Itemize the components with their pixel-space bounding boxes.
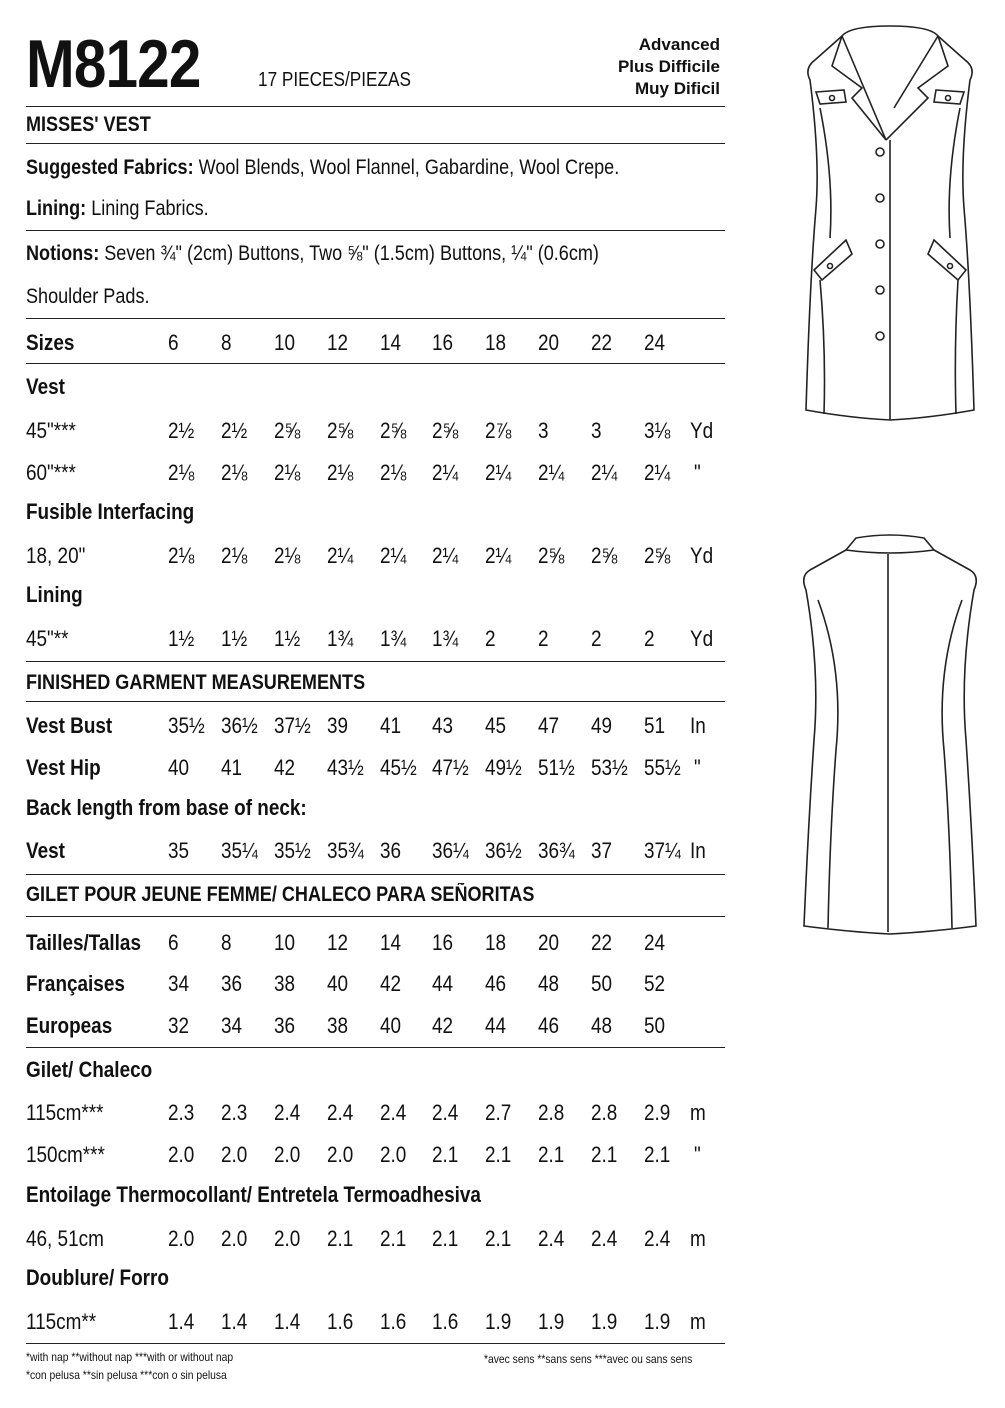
row-label: Tailles/Tallas xyxy=(26,930,141,955)
value-cell: 34 xyxy=(221,1013,243,1038)
value-cell: 42 xyxy=(380,971,402,996)
value-cell: 1¾ xyxy=(432,626,459,651)
divider xyxy=(26,661,725,662)
value-cell: 2 xyxy=(485,626,496,651)
interfacing-heading: Fusible Interfacing xyxy=(26,499,195,524)
value-cell: 2⅛ xyxy=(327,460,354,485)
value-cell: 1.9 xyxy=(538,1309,565,1334)
divider xyxy=(26,1343,725,1344)
back-view-vest xyxy=(790,530,990,950)
value-cell: 24 xyxy=(644,930,666,955)
vest-60-row xyxy=(26,460,746,486)
value-cell: 1¾ xyxy=(380,626,407,651)
value-cell: 39 xyxy=(327,713,349,738)
value-cell: 2⅝ xyxy=(327,418,354,443)
value-cell: 2.0 xyxy=(274,1226,301,1251)
value-cell: 46 xyxy=(538,1013,560,1038)
footnote-french: *avec sens **sans sens ***avec ou sans sens xyxy=(484,1352,693,1366)
fabrics-text: Wool Blends, Wool Flannel, Gabardine, Wool Crepe. xyxy=(193,156,620,179)
value-cell: 45 xyxy=(485,713,507,738)
gilet-115-row xyxy=(26,1100,746,1126)
sizes-row xyxy=(26,330,746,356)
value-cell: 2.0 xyxy=(327,1142,354,1167)
size-cell: 14 xyxy=(380,330,402,355)
notions xyxy=(26,243,599,264)
difficulty-fr: Plus Difficile xyxy=(617,57,720,76)
value-cell: 2.4 xyxy=(380,1100,407,1125)
row-label: 45"*** xyxy=(26,418,76,443)
notions-text: Seven ¾" (2cm) Buttons, Two ⅝" (1.5cm) Buttons, ¼" (0.6cm) xyxy=(99,242,599,265)
value-cell: 36½ xyxy=(221,713,258,738)
value-cell: 1.9 xyxy=(644,1309,671,1334)
value-cell: 1½ xyxy=(168,626,195,651)
row-label: 46, 51cm xyxy=(26,1226,104,1251)
value-cell: 2.1 xyxy=(485,1226,512,1251)
value-cell: 6 xyxy=(168,930,179,955)
value-cell: 3⅛ xyxy=(644,418,671,443)
value-cell: 2.4 xyxy=(327,1100,354,1125)
footnote-english: *with nap **without nap ***with or without nap xyxy=(26,1350,234,1364)
value-cell: 2¼ xyxy=(485,543,512,568)
value-cell: 2⅝ xyxy=(380,418,407,443)
unit-cell: " xyxy=(694,755,701,780)
divider xyxy=(26,363,725,364)
value-cell: 50 xyxy=(644,1013,666,1038)
value-cell: 2.8 xyxy=(538,1100,565,1125)
value-cell: 1.6 xyxy=(327,1309,354,1334)
size-cell: 16 xyxy=(432,330,454,355)
value-cell: 2⅛ xyxy=(274,460,301,485)
value-cell: 2.0 xyxy=(168,1226,195,1251)
value-cell: 46 xyxy=(485,971,507,996)
divider xyxy=(26,143,725,144)
sizes-label: Sizes xyxy=(26,330,75,355)
lining-text: Lining Fabrics. xyxy=(86,197,209,220)
row-label: 150cm*** xyxy=(26,1142,105,1167)
value-cell: 2 xyxy=(644,626,655,651)
unit-cell: In xyxy=(690,713,706,738)
value-cell: 2.0 xyxy=(168,1142,195,1167)
value-cell: 2¼ xyxy=(644,460,671,485)
value-cell: 2¼ xyxy=(591,460,618,485)
size-cell: 6 xyxy=(168,330,179,355)
value-cell: 2.1 xyxy=(538,1142,565,1167)
value-cell: 10 xyxy=(274,930,296,955)
value-cell: 2⅝ xyxy=(591,543,618,568)
value-cell: 41 xyxy=(221,755,243,780)
value-cell: 49½ xyxy=(485,755,522,780)
value-cell: 2.8 xyxy=(591,1100,618,1125)
value-cell: 22 xyxy=(591,930,613,955)
value-cell: 2.9 xyxy=(644,1100,671,1125)
gilet-150-row xyxy=(26,1142,746,1168)
row-label: 60"*** xyxy=(26,460,76,485)
divider xyxy=(26,106,725,107)
value-cell: 42 xyxy=(274,755,296,780)
front-view-vest xyxy=(790,18,990,428)
vest-bust-row xyxy=(26,713,746,739)
divider xyxy=(26,874,725,875)
gilet-heading: Gilet/ Chaleco xyxy=(26,1057,153,1082)
value-cell: 1.4 xyxy=(168,1309,195,1334)
value-cell: 2.0 xyxy=(380,1142,407,1167)
unit-cell: m xyxy=(690,1309,706,1334)
value-cell: 2⅛ xyxy=(221,543,248,568)
value-cell: 55½ xyxy=(644,755,681,780)
difficulty-es: Muy Dificil xyxy=(634,79,720,98)
value-cell: 2.4 xyxy=(644,1226,671,1251)
vest-45-row xyxy=(26,418,746,444)
value-cell: 12 xyxy=(327,930,349,955)
value-cell: 2.4 xyxy=(538,1226,565,1251)
divider xyxy=(26,916,725,917)
value-cell: 2.0 xyxy=(221,1142,248,1167)
value-cell: 8 xyxy=(221,930,232,955)
value-cell: 36¾ xyxy=(538,838,575,863)
unit-cell: m xyxy=(690,1226,706,1251)
value-cell: 1.6 xyxy=(432,1309,459,1334)
value-cell: 35¼ xyxy=(221,838,258,863)
value-cell: 37 xyxy=(591,838,613,863)
row-label: 115cm** xyxy=(26,1309,97,1334)
footnote-spanish: *con pelusa **sin pelusa ***con o sin pelusa xyxy=(26,1368,227,1382)
value-cell: 1.9 xyxy=(485,1309,512,1334)
unit-cell: Yd xyxy=(690,543,714,568)
value-cell: 2 xyxy=(591,626,602,651)
value-cell: 2⅝ xyxy=(274,418,301,443)
row-label: 115cm*** xyxy=(26,1100,104,1125)
value-cell: 50 xyxy=(591,971,613,996)
value-cell: 1¾ xyxy=(327,626,354,651)
value-cell: 1.4 xyxy=(274,1309,301,1334)
value-cell: 51½ xyxy=(538,755,575,780)
value-cell: 45½ xyxy=(380,755,417,780)
value-cell: 47½ xyxy=(432,755,469,780)
value-cell: 35¾ xyxy=(327,838,364,863)
value-cell: 35½ xyxy=(168,713,205,738)
value-cell: 2.1 xyxy=(380,1226,407,1251)
entoilage-heading: Entoilage Thermocollant/ Entretela Termoadhesiva xyxy=(26,1182,481,1207)
size-cell: 8 xyxy=(221,330,232,355)
fabrics-label: Suggested Fabrics: xyxy=(26,156,194,179)
value-cell: 47 xyxy=(538,713,560,738)
value-cell: 2⅞ xyxy=(485,418,512,443)
unit-cell: " xyxy=(694,460,701,485)
value-cell: 34 xyxy=(168,971,190,996)
value-cell: 49 xyxy=(591,713,613,738)
value-cell: 2⅛ xyxy=(274,543,301,568)
value-cell: 20 xyxy=(538,930,560,955)
value-cell: 44 xyxy=(432,971,454,996)
finished-heading: FINISHED GARMENT MEASUREMENTS xyxy=(26,671,366,694)
value-cell: 2.7 xyxy=(485,1100,512,1125)
row-label: 45"** xyxy=(26,626,69,651)
pattern-number: M8122 xyxy=(26,26,201,102)
value-cell: 2⅝ xyxy=(538,543,565,568)
value-cell: 2.3 xyxy=(221,1100,248,1125)
value-cell: 3 xyxy=(538,418,549,443)
value-cell: 2.1 xyxy=(432,1226,459,1251)
value-cell: 36¼ xyxy=(432,838,469,863)
size-cell: 22 xyxy=(591,330,613,355)
divider xyxy=(26,318,725,319)
size-cell: 12 xyxy=(327,330,349,355)
value-cell: 2.1 xyxy=(591,1142,618,1167)
value-cell: 3 xyxy=(591,418,602,443)
row-label: Françaises xyxy=(26,971,125,996)
value-cell: 43 xyxy=(432,713,454,738)
value-cell: 2¼ xyxy=(432,460,459,485)
value-cell: 1.9 xyxy=(591,1309,618,1334)
value-cell: 2¼ xyxy=(432,543,459,568)
value-cell: 36 xyxy=(274,1013,296,1038)
value-cell: 2.0 xyxy=(274,1142,301,1167)
francaises-row xyxy=(26,971,746,997)
row-label: Vest Hip xyxy=(26,755,101,780)
value-cell: 2⅛ xyxy=(168,460,195,485)
value-cell: 41 xyxy=(380,713,402,738)
value-cell: 2.1 xyxy=(327,1226,354,1251)
unit-cell: Yd xyxy=(690,418,714,443)
value-cell: 35 xyxy=(168,838,190,863)
interfacing-row xyxy=(26,543,746,569)
value-cell: 2.1 xyxy=(485,1142,512,1167)
value-cell: 1½ xyxy=(221,626,248,651)
vest-hip-row xyxy=(26,755,746,781)
value-cell: 36 xyxy=(221,971,243,996)
value-cell: 36 xyxy=(380,838,402,863)
size-cell: 18 xyxy=(485,330,507,355)
value-cell: 2⅛ xyxy=(168,543,195,568)
value-cell: 38 xyxy=(274,971,296,996)
unit-cell: In xyxy=(690,838,706,863)
divider xyxy=(26,1047,725,1048)
doublure-heading: Doublure/ Forro xyxy=(26,1265,169,1290)
value-cell: 2¼ xyxy=(327,543,354,568)
value-cell: 2½ xyxy=(221,418,248,443)
value-cell: 48 xyxy=(591,1013,613,1038)
value-cell: 2¼ xyxy=(485,460,512,485)
value-cell: 40 xyxy=(327,971,349,996)
value-cell: 2 xyxy=(538,626,549,651)
notions-line2: Shoulder Pads. xyxy=(26,285,150,308)
foreign-heading: GILET POUR JEUNE FEMME/ CHALECO PARA SEÑORITAS xyxy=(26,883,535,906)
value-cell: 43½ xyxy=(327,755,364,780)
entoilage-row xyxy=(26,1226,746,1252)
suggested-fabrics xyxy=(26,157,619,178)
unit-cell: m xyxy=(690,1100,706,1125)
row-label: Vest xyxy=(26,838,65,863)
value-cell: 48 xyxy=(538,971,560,996)
value-cell: 52 xyxy=(644,971,666,996)
value-cell: 2.4 xyxy=(274,1100,301,1125)
row-label: 18, 20" xyxy=(26,543,86,568)
value-cell: 1.4 xyxy=(221,1309,248,1334)
value-cell: 14 xyxy=(380,930,402,955)
value-cell: 35½ xyxy=(274,838,311,863)
difficulty-block xyxy=(560,34,720,100)
value-cell: 2⅝ xyxy=(644,543,671,568)
value-cell: 37½ xyxy=(274,713,311,738)
lining-fabrics xyxy=(26,198,209,219)
value-cell: 2½ xyxy=(168,418,195,443)
value-cell: 2.4 xyxy=(432,1100,459,1125)
value-cell: 42 xyxy=(432,1013,454,1038)
garment-title: MISSES' VEST xyxy=(26,113,151,136)
value-cell: 2⅛ xyxy=(221,460,248,485)
unit-cell: Yd xyxy=(690,626,714,651)
size-cell: 10 xyxy=(274,330,296,355)
value-cell: 1.6 xyxy=(380,1309,407,1334)
pieces-count: 17 PIECES/PIEZAS xyxy=(258,69,411,91)
value-cell: 53½ xyxy=(591,755,628,780)
value-cell: 2⅛ xyxy=(380,460,407,485)
tailles-row xyxy=(26,930,746,956)
difficulty-en: Advanced xyxy=(638,35,720,54)
value-cell: 2⅝ xyxy=(432,418,459,443)
divider xyxy=(26,701,725,702)
divider xyxy=(26,230,725,231)
value-cell: 36½ xyxy=(485,838,522,863)
value-cell: 1½ xyxy=(274,626,301,651)
value-cell: 40 xyxy=(380,1013,402,1038)
lining-row xyxy=(26,626,746,652)
europeas-row xyxy=(26,1013,746,1039)
unit-cell: " xyxy=(694,1142,701,1167)
value-cell: 2¼ xyxy=(538,460,565,485)
size-cell: 24 xyxy=(644,330,666,355)
value-cell: 2.0 xyxy=(221,1226,248,1251)
lining-label: Lining: xyxy=(26,197,87,220)
vest-heading: Vest xyxy=(26,374,65,399)
value-cell: 2¼ xyxy=(380,543,407,568)
value-cell: 37¼ xyxy=(644,838,681,863)
row-label: Europeas xyxy=(26,1013,113,1038)
notions-label: Notions: xyxy=(26,242,100,265)
value-cell: 2.4 xyxy=(591,1226,618,1251)
value-cell: 2.1 xyxy=(644,1142,671,1167)
row-label: Vest Bust xyxy=(26,713,113,738)
back-length-row xyxy=(26,838,746,864)
back-length-heading: Back length from base of neck: xyxy=(26,795,307,820)
value-cell: 2.1 xyxy=(432,1142,459,1167)
value-cell: 2.3 xyxy=(168,1100,195,1125)
value-cell: 16 xyxy=(432,930,454,955)
value-cell: 38 xyxy=(327,1013,349,1038)
value-cell: 51 xyxy=(644,713,666,738)
lining-heading: Lining xyxy=(26,582,83,607)
doublure-row xyxy=(26,1309,746,1335)
size-cell: 20 xyxy=(538,330,560,355)
value-cell: 32 xyxy=(168,1013,190,1038)
value-cell: 18 xyxy=(485,930,507,955)
value-cell: 44 xyxy=(485,1013,507,1038)
value-cell: 40 xyxy=(168,755,190,780)
